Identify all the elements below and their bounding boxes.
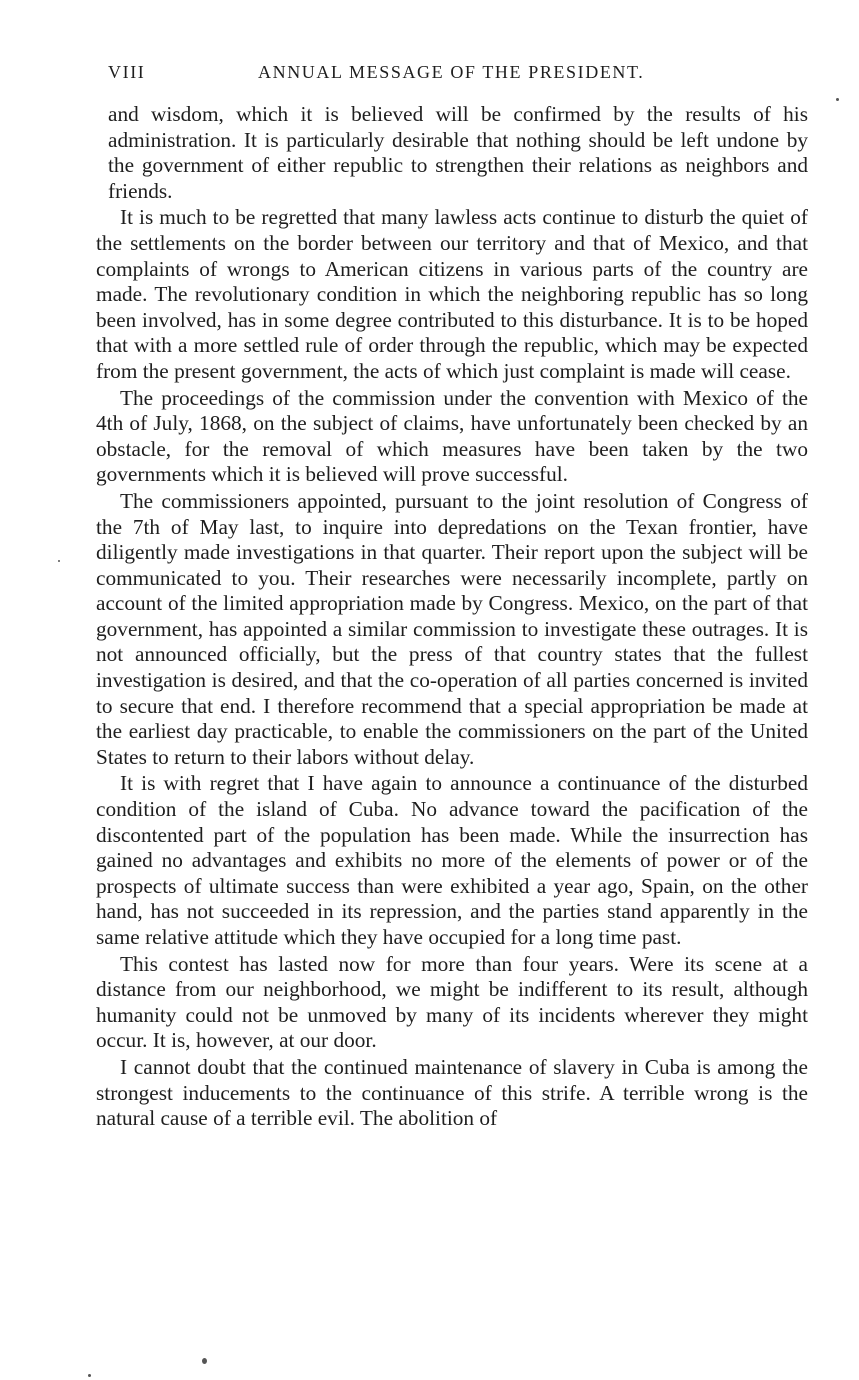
- print-speck: [836, 98, 839, 101]
- running-title: ANNUAL MESSAGE OF THE PRESIDENT.: [258, 62, 645, 82]
- print-speck: [88, 1374, 91, 1377]
- print-speck: [202, 1358, 207, 1364]
- page-number: VIII: [108, 62, 146, 82]
- paragraph-border-disturbances: It is much to be regretted that many lawless acts continue to disturb the quiet of the settlements on the border between our territory and that of Mexico, and that complaints of wrongs to American citizens in various parts of the country are made. The revolutionary condition in which the neighboring republic has so long been involved, has in some degree contributed to this disturbance. It is to be hoped that with a more settled rule of order through the republic, which may be expected from the present government, the acts of which just complaint is made will cease.: [96, 205, 808, 383]
- body-text: [96, 102, 808, 1133]
- paragraph-mexican-claims-commission: The proceedings of the commission under the convention with Mexico of the 4th of July, 1868, on the subject of claims, have unfortunately been checked by an obstacle, for the removal of which measures have been taken by the two governments which it is believed will prove successful.: [96, 385, 808, 487]
- running-head: [108, 62, 808, 92]
- paragraph-texan-frontier-commissioners: The commissioners appointed, pursuant to the joint resolution of Congress of the 7th of May last, to inquire into depredations on the Texan frontier, have diligently made investigations in that quarter. Their report upon the subject will be communicated to you. Their researches were necessarily incomplete, partly on account of the limited appropriation made by Congress. Mexico, on the part of that government, has appointed a similar commission to investigate these outrages. It is not announced officially, but the press of that country states that the fullest investigation is desired, and that the co-operation of all parties concerned is invited to secure that end. I therefore recommend that a special appropriation be made at the earliest day practicable, to enable the commissioners on the part of the United States to return to their labors without delay.: [96, 488, 808, 769]
- paragraph-cuba-insurrection: It is with regret that I have again to announce a continuance of the disturbed condition of the island of Cuba. No advance toward the pacification of the discontented part of the population has been made. While the insurrection has gained no advantages and exhibits no more of the elements of power or of the prospects of ultimate success than were exhibited a year ago, Spain, on the other hand, has not succeeded in its repression, and the parties stand apparently in the same relative attitude which they have occupied for a long time past.: [96, 771, 808, 949]
- paragraph-slavery-in-cuba: I cannot doubt that the continued maintenance of slavery in Cuba is among the strongest inducements to the continuance of this strife. A terrible wrong is the natural cause of a terrible evil. The abolition of: [96, 1054, 808, 1131]
- paragraph-continuation: and wisdom, which it is believed will be confirmed by the results of his administration. It is particularly desirable that nothing should be left undone by the government of either republic to strengthen their relations as neighbors and friends.: [108, 102, 808, 203]
- paragraph-contest-duration: This contest has lasted now for more than four years. Were its scene at a distance from our neighborhood, we might be indifferent to its result, although humanity could not be unmoved by many of its incidents wherever they might occur. It is, however, at our door.: [96, 951, 808, 1053]
- print-speck: [58, 560, 60, 562]
